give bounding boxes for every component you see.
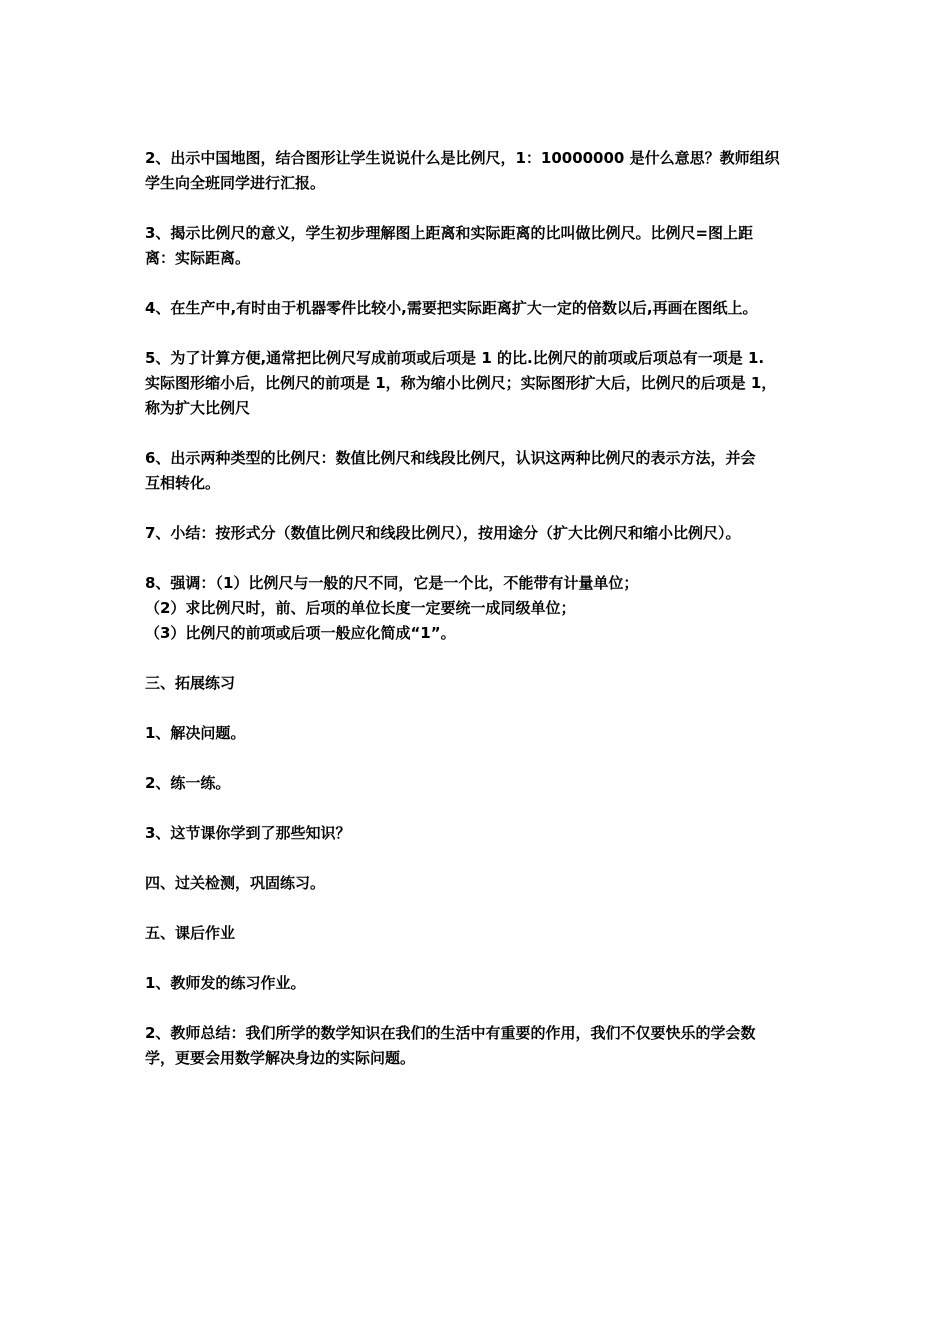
paragraph-3-scale-meaning <box>145 221 813 271</box>
text-line: 五、课后作业 <box>145 924 236 942</box>
text-line: 称为扩大比例尺 <box>145 399 251 417</box>
text-line: 学，更要会用数学解决身边的实际问题。 <box>145 1049 416 1067</box>
paragraph-4-production <box>145 296 813 321</box>
paragraph-what-learned <box>145 821 813 846</box>
text-line: 2、教师总结：我们所学的数学知识在我们的生活中有重要的作用，我们不仅要快乐的学会数 <box>145 1024 756 1042</box>
text-line: 4、在生产中,有时由于机器零件比较小,需要把实际距离扩大一定的倍数以后,再画在图纸上。 <box>145 299 758 317</box>
text-line: （2）求比例尺时，前、后项的单位长度一定要统一成同级单位； <box>145 599 576 617</box>
text-line: 5、为了计算方便,通常把比例尺写成前项或后项是 1 的比.比例尺的前项或后项总有一项是 1. <box>145 349 765 367</box>
text-line: 8、强调：（1）比例尺与一般的尺不同，它是一个比，不能带有计量单位； <box>145 574 639 592</box>
text-line: 3、这节课你学到了那些知识？ <box>145 824 351 842</box>
text-line: 学生向全班同学进行汇报。 <box>145 174 326 192</box>
paragraph-homework-assignment <box>145 971 813 996</box>
text-line: 离：实际距离。 <box>145 249 251 267</box>
text-line: 1、解决问题。 <box>145 724 246 742</box>
paragraph-5-calculation <box>145 346 813 421</box>
text-line: 三、拓展练习 <box>145 674 236 692</box>
paragraph-6-scale-types <box>145 446 813 496</box>
paragraph-8-emphasis <box>145 571 813 646</box>
paragraph-2-china-map <box>145 146 813 196</box>
text-line: 6、出示两种类型的比例尺：数值比例尺和线段比例尺，认识这两种比例尺的表示方法，并会 <box>145 449 756 467</box>
text-line: 2、出示中国地图，结合图形让学生说说什么是比例尺，1：10000000 是什么意思？教师组织 <box>145 149 780 167</box>
text-line: 3、揭示比例尺的意义，学生初步理解图上距离和实际距离的比叫做比例尺。比例尺=图上距 <box>145 224 754 242</box>
text-line: 7、小结：按形式分（数值比例尺和线段比例尺），按用途分（扩大比例尺和缩小比例尺）。 <box>145 524 741 542</box>
paragraph-solve-problems <box>145 721 813 746</box>
text-line: （3）比例尺的前项或后项一般应化简成“1”。 <box>145 624 456 642</box>
text-line: 互相转化。 <box>145 474 221 492</box>
section-heading-extension-practice <box>145 671 813 696</box>
text-line: 2、练一练。 <box>145 774 231 792</box>
text-line: 实际图形缩小后，比例尺的前项是 1，称为缩小比例尺；实际图形扩大后，比例尺的后项是 1， <box>145 374 777 392</box>
paragraph-teacher-summary <box>145 1021 813 1071</box>
section-heading-homework <box>145 921 813 946</box>
text-line: 1、教师发的练习作业。 <box>145 974 306 992</box>
section-heading-checkpoint <box>145 871 813 896</box>
paragraph-practice <box>145 771 813 796</box>
text-line: 四、过关检测，巩固练习。 <box>145 874 326 892</box>
paragraph-7-summary <box>145 521 813 546</box>
document-body <box>145 146 813 1071</box>
